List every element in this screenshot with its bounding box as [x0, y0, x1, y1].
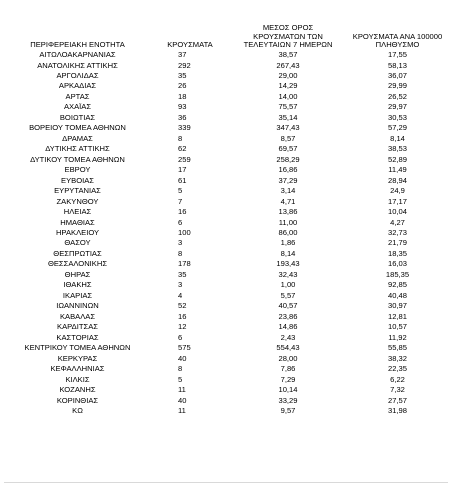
cell-per: 30,53	[387, 112, 407, 122]
cell-region: ΗΛΕΙΑΣ	[63, 207, 92, 217]
cell-region: ΗΡΑΚΛΕΙΟΥ	[55, 228, 100, 237]
cell-cases: 93	[178, 102, 187, 112]
cell-region: ΚΑΡΔΙΤΣΑΣ	[57, 322, 98, 332]
cases-table	[4, 12, 448, 416]
cell-per: 31,98	[387, 405, 407, 415]
table-row	[4, 144, 448, 154]
cell-per: 52,89	[387, 154, 407, 164]
cell-per: 92,85	[387, 280, 407, 290]
header-avg-line3: ΤΕΛΕΥΤΑΙΩΝ 7 ΗΜΕΡΩΝ	[243, 40, 333, 50]
table-row	[4, 395, 448, 405]
cell-region: ΚΟΖΑΝΗΣ	[59, 385, 96, 395]
cell-avg: 1,86	[280, 238, 296, 248]
cell-cases: 40	[178, 395, 187, 405]
cell-avg: 23,86	[278, 311, 298, 321]
cell-region: ΒΟΙΩΤΙΑΣ	[59, 112, 96, 122]
cell-cases: 575	[178, 343, 191, 353]
table-row	[4, 354, 448, 364]
cell-region: ΖΑΚΥΝΘΟΥ	[56, 196, 99, 206]
cell-cases: 62	[178, 144, 187, 154]
cell-per: 8,14	[390, 133, 405, 143]
cell-avg: 5,57	[280, 290, 296, 300]
cell-avg: 9,57	[280, 405, 296, 415]
cell-avg: 8,14	[280, 248, 296, 258]
cell-region: ΔΡΑΜΑΣ	[62, 133, 93, 143]
table-row	[4, 176, 448, 186]
cell-per: 58,13	[387, 60, 407, 70]
cell-cases: 18	[178, 91, 187, 101]
cell-per: 10,04	[387, 207, 407, 217]
cell-region: ΒΟΡΕΙΟΥ ΤΟΜΕΑ ΑΘΗΝΩΝ	[29, 123, 126, 133]
header-avg-line2: ΚΡΟΥΣΜΑΤΩΝ ΤΩΝ	[253, 31, 323, 41]
cell-region: ΘΗΡΑΣ	[64, 269, 91, 279]
cell-avg: 86,00	[278, 228, 298, 237]
header-seven-day-average	[229, 12, 347, 50]
cell-region: ΔΥΤΙΚΟΥ ΤΟΜΕΑ ΑΘΗΝΩΝ	[30, 154, 125, 164]
cell-avg: 2,43	[280, 332, 296, 342]
cell-region: ΚΕΡΚΥΡΑΣ	[57, 353, 98, 363]
cell-per: 11,49	[388, 165, 407, 175]
cell-avg: 14,29	[278, 81, 298, 91]
cell-cases: 259	[178, 154, 191, 164]
cell-per: 4,27	[390, 217, 405, 227]
header-avg-line1: ΜΕΣΟΣ ΟΡΟΣ	[262, 23, 314, 33]
cell-cases: 3	[178, 238, 183, 248]
cell-region: ΚΕΦΑΛΛΗΝΙΑΣ	[50, 364, 105, 374]
table-row	[4, 81, 448, 91]
table-row	[4, 301, 448, 311]
table-row	[4, 322, 448, 332]
cell-avg: 75,57	[278, 102, 298, 112]
cell-region: ΑΡΤΑΣ	[65, 91, 90, 101]
cell-cases: 8	[178, 364, 183, 374]
cell-region: ΙΘΑΚΗΣ	[63, 280, 92, 290]
cell-cases: 16	[178, 207, 187, 217]
cell-avg: 4,71	[280, 196, 296, 206]
cell-region: ΘΕΣΠΡΩΤΙΑΣ	[53, 248, 102, 258]
table-row	[4, 102, 448, 112]
cell-region: ΚΙΛΚΙΣ	[65, 374, 90, 384]
cell-region: ΕΒΡΟΥ	[64, 165, 91, 175]
table-row	[4, 186, 448, 196]
cell-per: 21,79	[387, 238, 407, 248]
cell-region: ΚΑΣΤΟΡΙΑΣ	[56, 332, 99, 342]
cell-per: 29,97	[387, 102, 407, 112]
cell-per: 32,73	[387, 228, 407, 237]
cell-per: 36,07	[387, 70, 407, 80]
table-header-row	[4, 12, 448, 50]
table-row	[4, 134, 448, 144]
header-region: ΠΕΡΙΦΕΡΕΙΑΚΗ ΕΝΟΤΗΤΑ	[30, 40, 125, 50]
table-row	[4, 270, 448, 280]
cell-avg: 8,57	[280, 133, 296, 143]
cell-cases: 178	[178, 259, 191, 269]
cell-per: 57,29	[387, 123, 407, 133]
cell-per: 28,94	[387, 175, 407, 185]
cell-cases: 37	[178, 50, 187, 60]
cell-per: 7,32	[390, 385, 405, 395]
cell-cases: 7	[178, 196, 183, 206]
table-row	[4, 364, 448, 374]
cell-region: ΑΧΑΪΑΣ	[63, 102, 92, 112]
cell-avg: 32,43	[278, 269, 298, 279]
cell-avg: 35,14	[278, 112, 298, 122]
header-cases: ΚΡΟΥΣΜΑΤΑ	[167, 40, 213, 50]
cell-per: 22,35	[387, 364, 407, 374]
cell-region: ΚΑΒΑΛΑΣ	[59, 311, 96, 321]
cell-per: 26,52	[387, 91, 407, 101]
cell-per: 40,48	[387, 290, 407, 300]
cell-per: 16,03	[387, 259, 407, 269]
cell-region: ΕΥΡΥΤΑΝΙΑΣ	[54, 186, 101, 196]
header-per-line2: ΠΛΗΘΥΣΜΟ	[375, 40, 420, 50]
cell-avg: 40,57	[278, 301, 298, 311]
cell-avg: 554,43	[276, 343, 300, 353]
cell-cases: 36	[178, 112, 187, 122]
table-row	[4, 228, 448, 238]
table-row	[4, 50, 448, 60]
cell-cases: 339	[178, 123, 191, 133]
cell-avg: 16,86	[278, 165, 298, 175]
cell-region: ΑΙΤΩΛΟΑΚΑΡΝΑΝΙΑΣ	[39, 50, 116, 60]
cell-region: ΔΥΤΙΚΗΣ ΑΤΤΙΚΗΣ	[45, 144, 110, 154]
cell-avg: 3,14	[280, 186, 296, 196]
table-row	[4, 197, 448, 207]
cell-cases: 26	[178, 81, 187, 91]
cell-per: 185,35	[385, 269, 410, 279]
table-row	[4, 291, 448, 301]
cell-per: 6,22	[390, 374, 405, 384]
cell-avg: 69,57	[278, 144, 298, 154]
cell-cases: 6	[178, 217, 183, 227]
cell-avg: 10,14	[278, 385, 298, 395]
cell-per: 55,85	[387, 343, 407, 353]
header-per-line1: ΚΡΟΥΣΜΑΤΑ ΑΝΑ 100000	[352, 31, 443, 41]
table-row	[4, 333, 448, 343]
cell-per: 38,32	[387, 353, 407, 363]
cell-cases: 61	[178, 175, 187, 185]
cell-cases: 4	[178, 290, 183, 300]
cell-cases: 8	[178, 133, 183, 143]
cell-region: ΚΩ	[72, 405, 83, 415]
cell-cases: 12	[178, 322, 187, 332]
cell-avg: 37,29	[278, 175, 298, 185]
cell-cases: 40	[178, 353, 187, 363]
table-row	[4, 259, 448, 269]
table-row	[4, 375, 448, 385]
cell-cases: 52	[178, 301, 187, 311]
cell-per: 18,35	[387, 248, 407, 258]
table-row	[4, 207, 448, 217]
cell-per: 12,81	[387, 311, 407, 321]
table-row	[4, 71, 448, 81]
cell-region: ΑΡΚΑΔΙΑΣ	[58, 81, 97, 91]
cell-cases: 5	[178, 186, 183, 196]
cell-region: ΗΜΑΘΙΑΣ	[60, 217, 95, 227]
cell-per: 17,17	[387, 196, 407, 206]
cell-avg: 14,86	[278, 322, 298, 332]
table-body	[4, 50, 448, 416]
cell-avg: 7,29	[280, 374, 296, 384]
cell-cases: 100	[178, 228, 191, 237]
cell-avg: 11,00	[278, 217, 298, 227]
table-row	[4, 238, 448, 248]
cell-cases: 16	[178, 311, 187, 321]
cell-per: 10,57	[387, 322, 407, 332]
table-row	[4, 218, 448, 228]
cell-region: ΕΥΒΟΙΑΣ	[61, 175, 94, 185]
cell-avg: 33,29	[278, 395, 298, 405]
cell-per: 29,99	[387, 81, 407, 91]
cell-per: 27,57	[387, 395, 407, 405]
cell-region: ΚΕΝΤΡΙΚΟΥ ΤΟΜΕΑ ΑΘΗΝΩΝ	[24, 343, 131, 353]
cell-region: ΙΩΑΝΝΙΝΩΝ	[56, 301, 99, 311]
table-row	[4, 165, 448, 175]
cell-avg: 1,00	[280, 280, 296, 290]
table-row	[4, 280, 448, 290]
cell-cases: 11	[178, 405, 186, 415]
cell-cases: 17	[178, 165, 187, 175]
cell-avg: 267,43	[276, 60, 300, 70]
cell-cases: 35	[178, 70, 187, 80]
cell-cases: 5	[178, 374, 183, 384]
cell-per: 38,53	[387, 144, 407, 154]
cell-cases: 3	[178, 280, 183, 290]
header-per-100000	[347, 12, 448, 50]
cell-cases: 11	[178, 385, 186, 395]
cell-avg: 193,43	[276, 259, 300, 269]
cell-cases: 6	[178, 332, 183, 342]
cell-avg: 13,86	[278, 207, 298, 217]
table-row	[4, 385, 448, 395]
cell-avg: 14,00	[278, 91, 298, 101]
cell-avg: 29,00	[278, 70, 298, 80]
table-row	[4, 155, 448, 165]
table-row	[4, 60, 448, 70]
cell-cases: 35	[178, 269, 187, 279]
table-row	[4, 406, 448, 416]
table-row	[4, 123, 448, 133]
table-row	[4, 92, 448, 102]
cell-per: 30,97	[387, 301, 407, 311]
cell-cases: 8	[178, 248, 183, 258]
table-row	[4, 249, 448, 259]
cell-per: 11,92	[388, 332, 407, 342]
cell-per: 17,55	[387, 50, 407, 60]
cell-region: ΘΑΣΟΥ	[64, 238, 91, 248]
table-bottom-divider	[4, 482, 448, 483]
cell-region: ΘΕΣΣΑΛΟΝΙΚΗΣ	[47, 259, 108, 269]
cell-per: 24,9	[390, 186, 405, 196]
cell-region: ΑΡΓΟΛΙΔΑΣ	[56, 70, 99, 80]
table-row	[4, 113, 448, 123]
table-row	[4, 343, 448, 353]
cell-avg: 28,00	[278, 353, 298, 363]
cell-region: ΚΟΡΙΝΘΙΑΣ	[56, 395, 99, 405]
cell-region: ΙΚΑΡΙΑΣ	[62, 290, 93, 300]
cell-avg: 258,29	[276, 154, 300, 164]
cell-avg: 38,57	[278, 50, 298, 60]
cell-cases: 292	[178, 60, 191, 70]
table-row	[4, 312, 448, 322]
cell-avg: 7,86	[280, 364, 296, 374]
cell-region: ΑΝΑΤΟΛΙΚΗΣ ΑΤΤΙΚΗΣ	[37, 60, 118, 70]
cell-avg: 347,43	[276, 123, 300, 133]
